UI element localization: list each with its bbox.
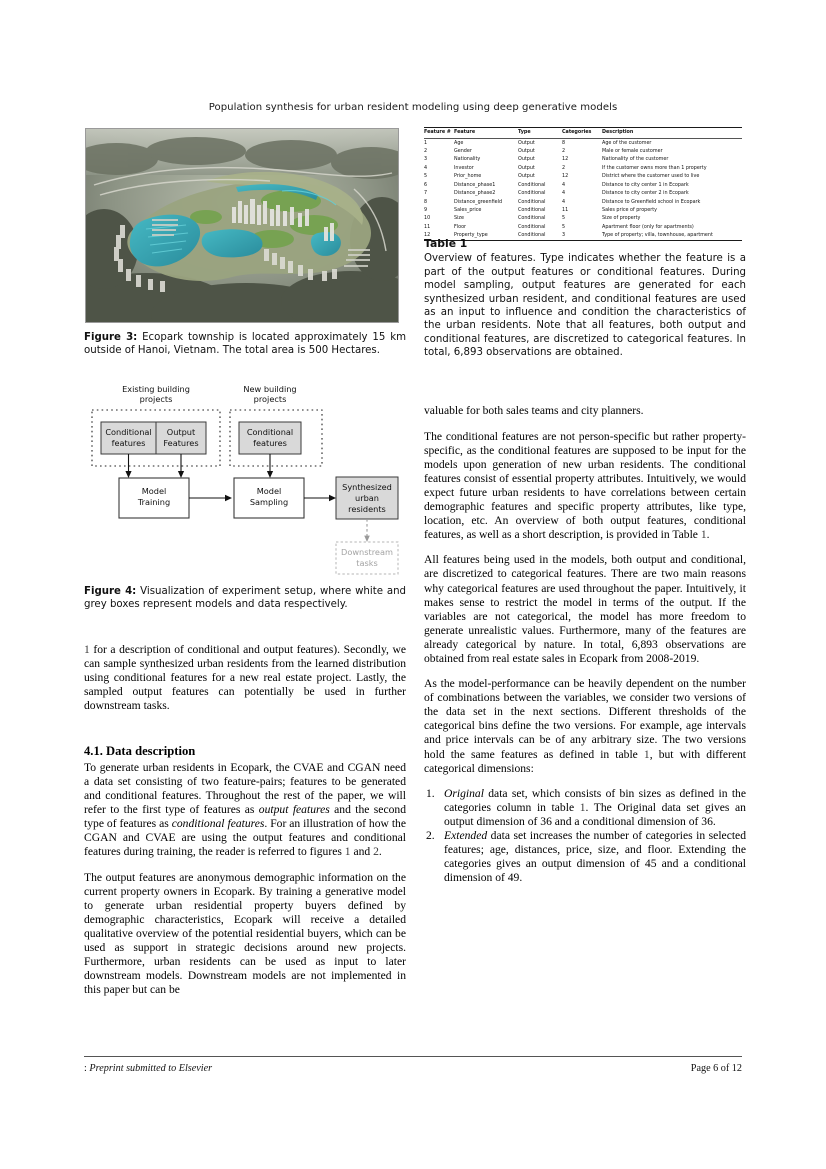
cell-feature: Distance_phase2 (454, 190, 496, 197)
table-reference-3[interactable]: 1 (579, 801, 586, 815)
cell-feature: Distance_greenfield (454, 198, 503, 205)
term-output-features: output features (258, 803, 330, 817)
footer-page-number: Page 6 of 12 (690, 1063, 742, 1074)
cell-feature: Size (454, 215, 464, 222)
experiment-setup-diagram-icon (84, 381, 406, 577)
svg-text:Downstream: Downstream (341, 547, 393, 557)
cell-feature: Investor (454, 164, 474, 171)
col-type: Type (518, 129, 531, 136)
table1-caption-text: Overview of features. Type indicates whether the feature is a part of the output features or conditional features. During model sampling, output features are generated for each synthesized urban resident, and conditional features are used as an input to influence and condition the characteristics of the urban residents. Note that all features, both output and conditional features, are discretized to categorical features. In total, 6,893 observations are obtained. (424, 253, 746, 359)
table1-label: Table 1 (424, 237, 468, 250)
dataset-name-original: Original (444, 787, 484, 801)
figure3-caption-text: Ecopark township is located approximately 15 km outside of Hanoi, Vietnam. The total area is 500 Hectares. (84, 332, 407, 357)
cell-categories: 5 (562, 223, 566, 230)
figure4-caption-text: Visualization of experiment setup, where white and grey boxes represent models and data respectively. (84, 586, 406, 611)
rp2-part-b: . (706, 527, 710, 541)
cell-categories: 3 (562, 232, 566, 239)
table1-container (424, 127, 742, 241)
cell-categories: 11 (562, 206, 569, 213)
svg-text:Features: Features (163, 438, 199, 448)
cell-feature-number: 11 (424, 223, 431, 230)
svg-text:features: features (253, 438, 287, 448)
left-paragraph-1 (84, 643, 406, 713)
svg-text:Training: Training (137, 497, 171, 507)
table-row (424, 207, 742, 215)
cell-description: Distance to city center 2 in Ecopark (602, 190, 689, 197)
list-item-number: 2. (426, 829, 435, 843)
cell-feature: Gender (454, 147, 472, 154)
cell-feature-number: 7 (424, 190, 428, 197)
cell-description: Male or female customer (602, 147, 663, 154)
list-item-text-a: data set, which consists of bin sizes as defined in the categories column in table (444, 787, 746, 815)
cell-description: Sales price of property (602, 206, 657, 213)
right-paragraph-2 (424, 430, 746, 542)
cell-feature: Distance_phase1 (454, 181, 496, 188)
table-row (424, 198, 742, 206)
list-item-text-b: . The Original data set gives an output dimension of 36 and a conditional dimension of 36. (444, 801, 746, 829)
cell-feature-number: 10 (424, 215, 431, 222)
footer-divider (84, 1056, 742, 1057)
section-4-1 (84, 744, 406, 1009)
table-row (424, 173, 742, 181)
rp4-part-b: , but with different categorical dimensions: (424, 747, 746, 775)
svg-text:residents: residents (348, 504, 386, 514)
table1-caption (424, 237, 746, 360)
cell-categories: 12 (562, 156, 569, 163)
list-item (424, 787, 746, 829)
cell-categories: 2 (562, 147, 566, 154)
cell-description: Type of property; villa, townhouse, apartment (602, 232, 713, 239)
cell-categories: 12 (562, 173, 569, 180)
cell-feature: Age (454, 139, 464, 146)
dataset-versions-list (424, 787, 746, 885)
existing-projects-label-line2: projects (139, 394, 173, 404)
p2-part-c: . For an illustration of how the CGAN and CVAE are using the output features and conditional features during training, the reader is referred to figures (84, 817, 406, 859)
svg-text:urban: urban (355, 493, 379, 503)
footer-colon: : (84, 1063, 87, 1074)
cell-feature-number: 9 (424, 206, 428, 213)
cell-feature: Property_type (454, 232, 488, 239)
svg-text:Output: Output (166, 427, 196, 437)
cell-description: Apartment floor (only for apartments) (602, 223, 694, 230)
col-feature-number: Feature # (424, 129, 451, 136)
cell-description: Size of property (602, 215, 641, 222)
figure4-caption (84, 585, 406, 612)
cell-categories: 4 (562, 198, 566, 205)
features-table (424, 127, 742, 241)
section-heading-data-description: 4.1. Data description (84, 744, 196, 758)
figure3-caption (84, 331, 406, 358)
cell-type: Output (518, 147, 535, 154)
cell-feature-number: 1 (424, 139, 428, 146)
cell-type: Conditional (518, 206, 546, 213)
cell-type: Output (518, 156, 535, 163)
svg-text:Conditional: Conditional (105, 427, 152, 437)
left-paragraph-2 (84, 761, 406, 859)
list-item-text-a: data set increases the number of categories in selected features; age, distances, price, size, and floor. Extending the categories gives an output dimension of 45 and a conditional dimension of 49. (444, 829, 746, 885)
right-paragraph-1: valuable for both sales teams and city planners. (424, 404, 644, 417)
figure-reference[interactable]: 1 (84, 643, 90, 656)
cell-type: Conditional (518, 232, 546, 239)
cell-description: Distance to Greenfield school in Ecopark (602, 198, 701, 205)
col-feature: Feature (454, 129, 476, 136)
table-reference[interactable]: 1 (700, 527, 707, 541)
cell-feature-number: 5 (424, 173, 428, 180)
svg-text:tasks: tasks (356, 558, 378, 568)
p2-part-d: and (350, 845, 374, 859)
cell-categories: 4 (562, 181, 566, 188)
figure3-label: Figure 3: (84, 332, 138, 343)
right-paragraph-3: All features being used in the models, both output and conditional, are discretized to categorical features. There are two main reasons why categorical features are used throughout the paper. Intuitively, it makes sense to restrict the model in terms of the output. If the variables are not categorical, the model has more freedom to generate unrealistic values. Furthermore, many of the features are already categorical by nature. In total, 6,893 observations are obtained from real estate sales in Ecopark from 2008-2019. (424, 553, 746, 665)
existing-projects-label-line1: Existing building (122, 384, 190, 394)
cell-type: Output (518, 173, 535, 180)
cell-feature: Floor (454, 223, 467, 230)
table-row (424, 148, 742, 156)
cell-type: Conditional (518, 198, 546, 205)
table-row (424, 156, 742, 164)
cell-type: Conditional (518, 223, 546, 230)
p2-part-a: To generate urban residents in Ecopark, the CVAE and CGAN need a data set consisting of two feature-pairs; features to be generated and conditional features. Throughout the rest of the paper, we will refer to the first type of features as (84, 761, 406, 817)
figure4-label: Figure 4: (84, 586, 137, 597)
figure-reference-2[interactable]: 2 (373, 845, 379, 859)
footer-preprint-note: Preprint submitted to Elsevier (89, 1063, 213, 1074)
cell-feature-number: 4 (424, 164, 428, 171)
rp4-part-a: As the model-performance can be heavily dependent on the number of combinations between the variables, we consider two versions of the data set in the next sections. Different thresholds of the categorical bins define the two versions. For example, age intervals and price intervals can be of any arbitrary size. The two versions hold the same features as defined in table (424, 677, 746, 761)
rp2-part-a: The conditional features are not person-specific but rather property-specific, as the conditional features are supposed to be input for the models upon generation of new urban residents. The conditional features consist of essential property attributes. Intuitively, we would expect future urban residents to have correlations between certain demographic features and specific property attributes, like type, location, etc. An overview of both output features, conditional features, as well as a short description, is provided in Table (424, 429, 746, 541)
term-conditional-features: conditional features (171, 817, 265, 831)
p2-part-b: and the second type of features as (84, 803, 406, 831)
cell-type: Conditional (518, 215, 546, 222)
cell-description: Age of the customer (602, 139, 652, 146)
cell-categories: 4 (562, 190, 566, 197)
cell-description: Distance to city center 1 in Ecopark (602, 181, 689, 188)
running-head: Population synthesis for urban resident modeling using deep generative models (208, 102, 618, 113)
cell-feature-number: 8 (424, 198, 428, 205)
svg-text:features: features (111, 438, 146, 448)
cell-feature-number: 2 (424, 147, 428, 154)
figure3-image (85, 128, 399, 323)
table-body (424, 139, 742, 241)
list-item-number: 1. (426, 787, 435, 801)
svg-text:Sampling: Sampling (249, 497, 289, 507)
list-item (424, 829, 746, 885)
p2-part-e: . (378, 845, 382, 859)
cell-categories: 2 (562, 164, 566, 171)
left-column (84, 643, 406, 725)
col-description: Description (602, 129, 634, 136)
cell-feature: Nationality (454, 156, 481, 163)
ecopark-aerial-rendering-icon (86, 129, 398, 322)
new-projects-label-line2: projects (253, 394, 287, 404)
cell-feature-number: 12 (424, 232, 431, 239)
svg-text:Model: Model (141, 486, 167, 496)
svg-text:Model: Model (256, 486, 282, 496)
right-paragraph-4 (424, 677, 746, 775)
cell-feature-number: 6 (424, 181, 428, 188)
cell-type: Output (518, 139, 535, 146)
svg-text:Synthesized: Synthesized (342, 482, 392, 492)
figure-reference-1[interactable]: 1 (344, 845, 351, 859)
table-reference-2[interactable]: 1 (643, 747, 650, 761)
cell-description: District where the customer used to live (602, 173, 700, 180)
cell-feature: Sales_price (454, 206, 482, 213)
left-paragraph-1-text: for a description of conditional and output features). Secondly, we can sample synthesized urban residents from the learned distribution using conditional features for a new real estate project. Lastly, the sampled output features can potentially be used in further downstream tasks. (84, 643, 406, 713)
table-row (424, 190, 742, 198)
table-row (424, 215, 742, 223)
svg-text:Conditional: Conditional (246, 427, 294, 437)
cell-categories: 8 (562, 139, 566, 146)
col-categories: Categories (562, 129, 592, 136)
cell-type: Output (518, 164, 535, 171)
cell-feature: Prior_home (454, 173, 482, 180)
cell-categories: 5 (562, 215, 566, 222)
dataset-name-extended: Extended (444, 829, 488, 843)
table-row (424, 164, 742, 172)
table-row (424, 181, 742, 189)
cell-feature-number: 3 (424, 156, 428, 163)
cell-type: Conditional (518, 181, 546, 188)
left-paragraph-3: The output features are anonymous demographic information on the current property owners in Ecopark. By training a generative model to generate urban residential property buyers defined by demographic characteristics, Ecopark will receive a detailed qualitative overview of the potential residential buyers, which can be used as support in strategic decisions around new projects. Furthermore, urban residents can be used as input to later downstream models. Downstream models are not implemented in this paper but can be (84, 870, 406, 997)
cell-type: Conditional (518, 190, 546, 197)
table-row (424, 139, 742, 148)
new-projects-label-line1: New building (243, 384, 297, 394)
figure4-diagram (84, 381, 406, 577)
table-header-row (424, 128, 742, 139)
cell-description: Nationality of the customer (602, 156, 669, 163)
right-column (424, 404, 746, 885)
table-row (424, 223, 742, 231)
cell-description: If the customer owns more than 1 property (602, 164, 707, 171)
